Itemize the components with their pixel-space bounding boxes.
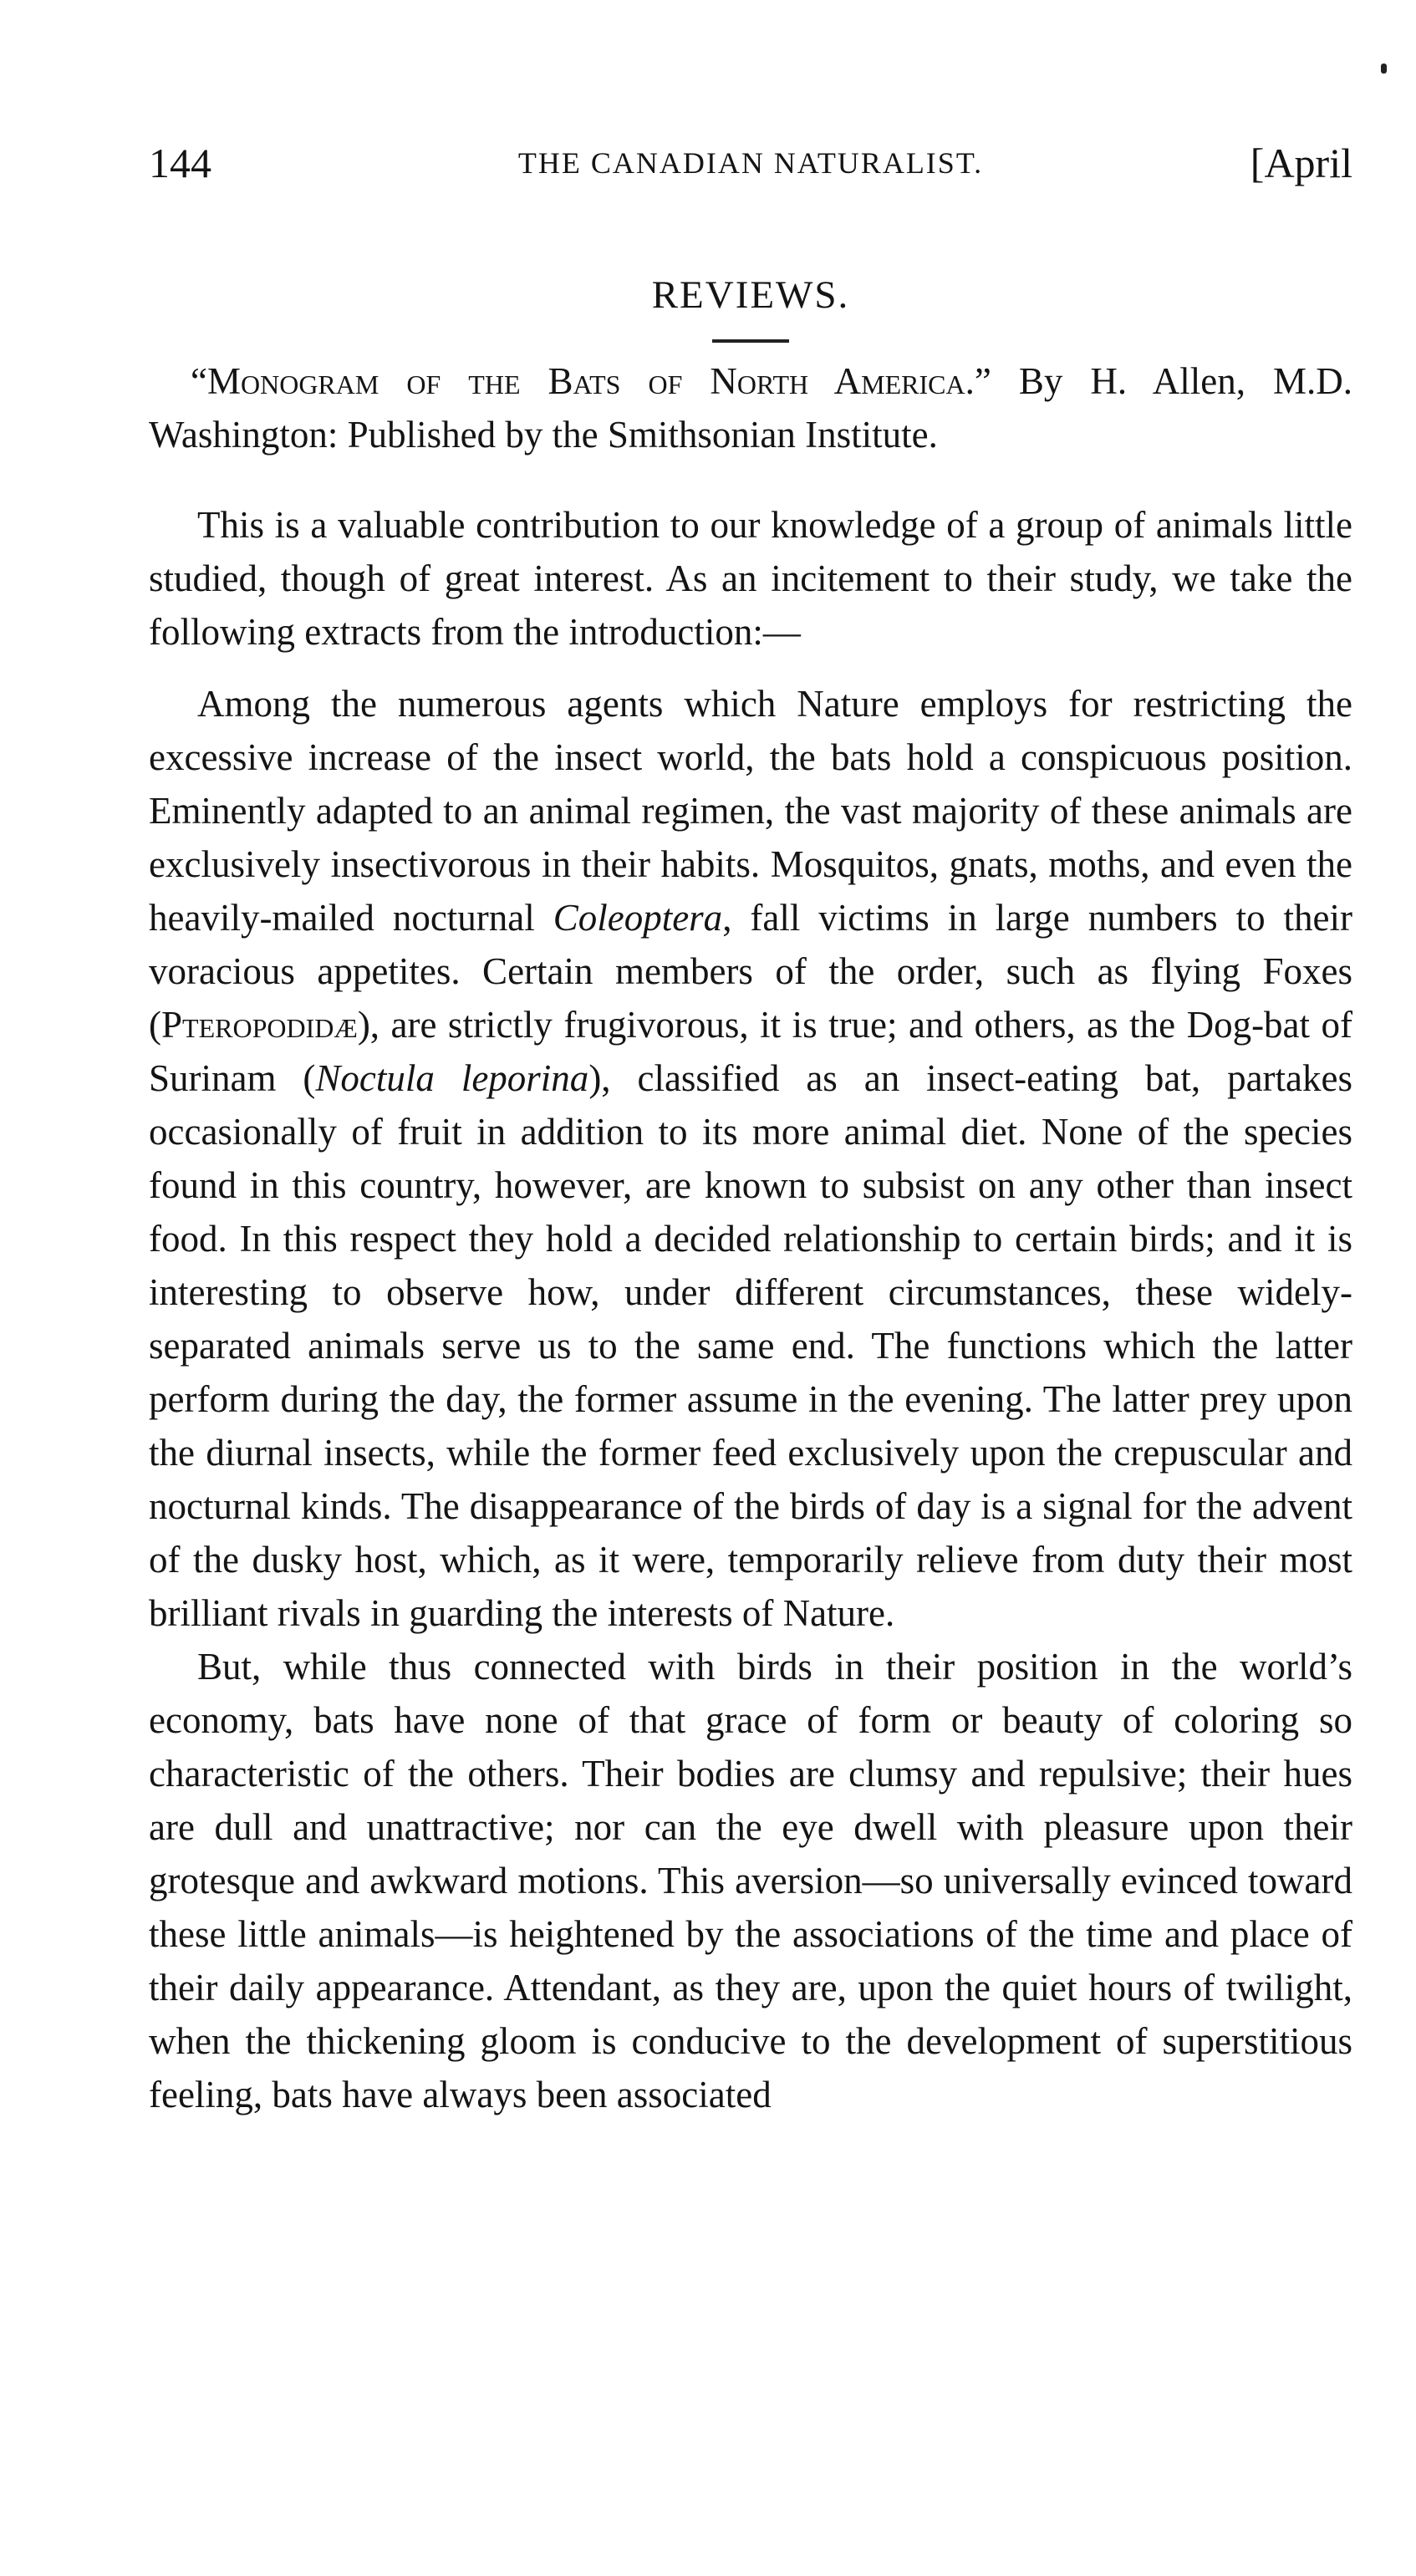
extract-paragraph-1: [149, 677, 1352, 1640]
running-head: [149, 125, 1352, 184]
extract-text: , fall victims in large numbers to their voracious appetites. Certain members of the order, such as flying Foxes (: [149, 897, 1352, 1046]
extract-text: ), classified as an insect-eating bat, partakes occasionally of fruit in addition to its more animal diet. None of the species found in this country, however, are known to subsist on any other than insect food. In this respect they hold a decided relationship to certain birds; and it is interesting to observe how, under different circumstances, these widely-separated animals serve us to the same end. The functions which the latter perform during the day, the former assume in the evening. The latter prey upon the diurnal insects, while the former feed exclusively upon the crepuscular and nocturnal kinds. The disappearance of the birds of day is a signal for the advent of the dusky host, which, as it were, temporarily relieve from duty their most brilliant rivals in guarding the interests of Nature.: [149, 1057, 1352, 1634]
stray-ink-mark: [1381, 64, 1387, 74]
family-name: Pteropodidæ: [161, 1004, 358, 1046]
review-citation: [149, 354, 1352, 461]
citation-details: ” By H. Allen, M.D. Washington: Published by the Smithsonian Institute.: [149, 360, 1352, 456]
citation-work-title: Monogram of the Bats of North America.: [206, 360, 975, 402]
extract-paragraph-2: But, while thus connected with birds in their position in the world’s economy, bats have none of that grace of form or beauty of coloring so characteristic of the others. Their bodies are clumsy and repulsive; their hues are dull and unattractive; nor can the eye dwell with pleasure upon their grotesque and awkward motions. This aversion—so universally evinced toward these little animals—is heightened by the associations of the time and place of their daily appearance. Attendant, as they are, upon the quiet hours of twilight, when the thickening gloom is conducive to the development of superstitious feeling, bats have always been associated: [149, 1646, 1352, 2115]
issue-month: [April: [1250, 140, 1352, 186]
title-rule: [712, 339, 789, 343]
section-title: REVIEWS.: [651, 273, 850, 317]
extract-text: ), are strictly frugivorous, it is true; and others, as the Dog-bat of Surinam (: [149, 1004, 1352, 1099]
species-name: Noctula leporina: [315, 1057, 589, 1099]
book-page: [149, 125, 1352, 2121]
page-number: 144: [149, 140, 211, 186]
extract-text: Among the numerous agents which Nature employs for restricting the excessive increase of the insect world, the bats hold a conspicuous position. Eminently adapted to an animal regimen, the vast majority of these animals are exclusively insectivorous in their habits. Mosquitos, gnats, moths, and even the heavily-mailed nocturnal: [149, 683, 1352, 939]
intro-paragraph: This is a valuable contribution to our knowledge of a group of animals little studied, though of great interest. As an incitement to their study, we take the following extracts from the introduction:—: [149, 504, 1352, 653]
citation-open-quote: “: [191, 360, 207, 402]
journal-title: THE CANADIAN NATURALIST.: [517, 146, 984, 180]
taxon-name: Coleoptera: [553, 897, 723, 939]
